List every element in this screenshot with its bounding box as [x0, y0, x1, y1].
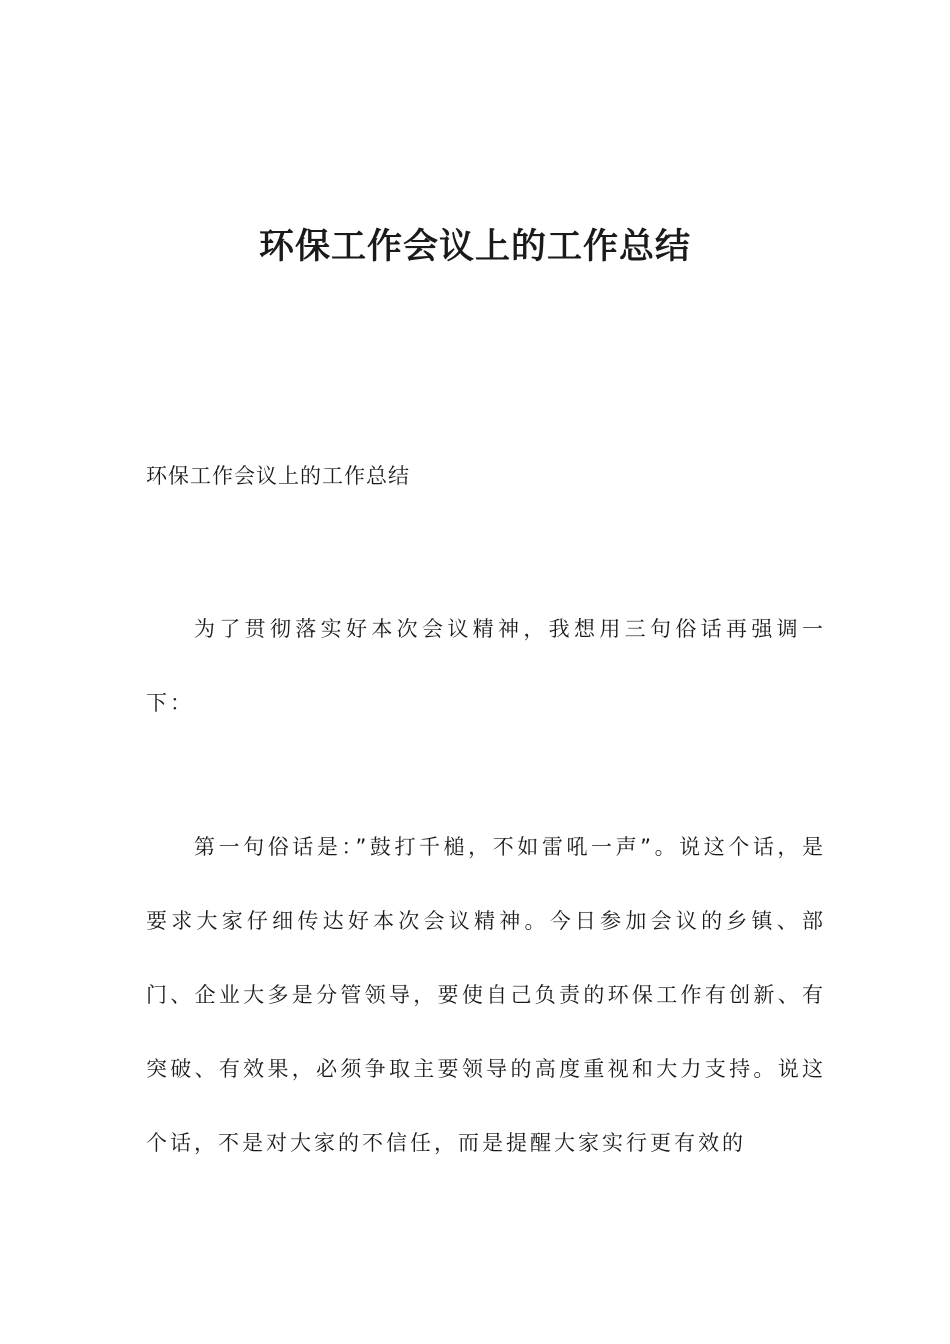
paragraph-intro: 为了贯彻落实好本次会议精神，我想用三句俗话再强调一下：: [146, 617, 826, 715]
document-subtitle: 环保工作会议上的工作总结: [146, 464, 410, 488]
document-title: 环保工作会议上的工作总结: [258, 227, 691, 267]
paragraph-first-saying: 第一句俗话是：”鼓打千槌，不如雷吼一声”。说这个话，是要求大家仔细传达好本次会议精神。今日参加会议的乡镇、部门、企业大多是分管领导，要使自己负责的环保工作有创新、有突破、有效果，必须争取主要领导的高度重视和大力支持。说这个话，不是对大家的不信任，而是提醒大家实行更有效的: [146, 835, 826, 1155]
